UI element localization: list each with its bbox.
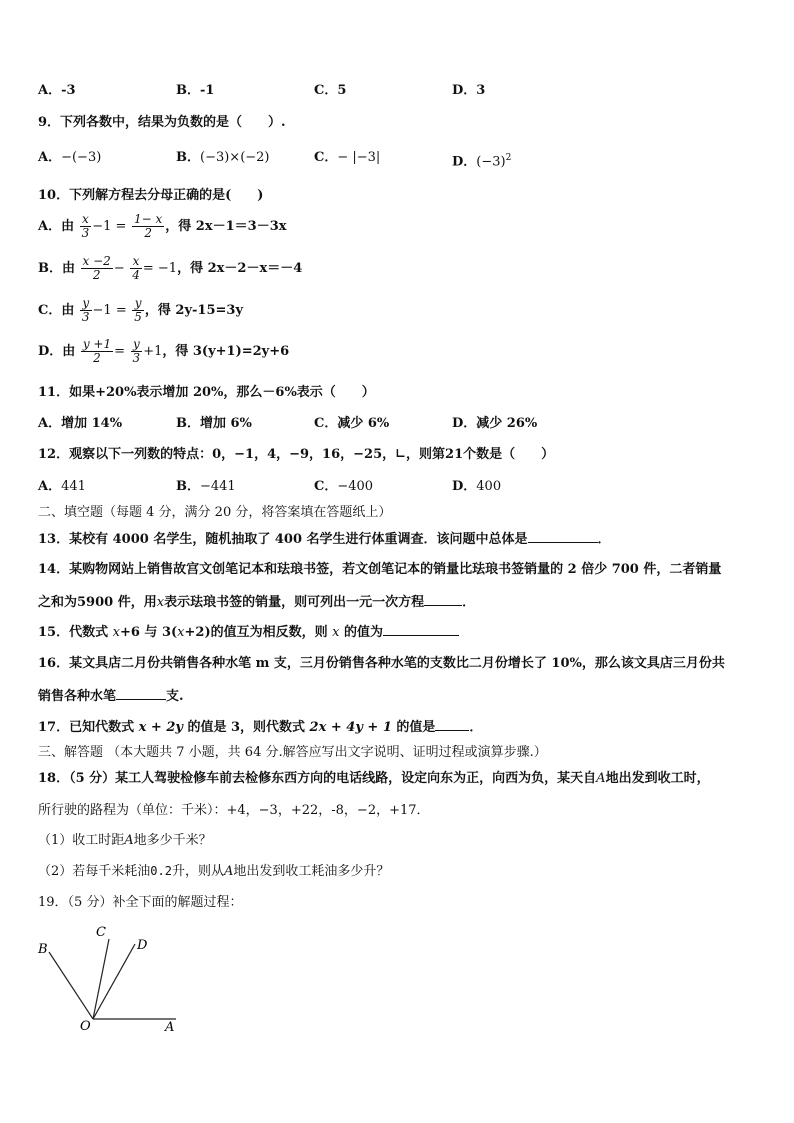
q14-answer-blank bbox=[424, 593, 462, 606]
q18-line1: 18．（5 分）某工人驾驶检修车前去检修东西方向的电话线路，设定向东为正，向西为负，某天自A地出发到收工时， bbox=[38, 771, 710, 786]
q9-option-c: C．− |−3| bbox=[314, 150, 381, 165]
q9-stem: 9．下列各数中，结果为负数的是（ ）. bbox=[38, 115, 286, 130]
q11-option-b: B．增加 6% bbox=[176, 416, 252, 431]
q18-line2: 所行驶的路程为（单位：千米）：+4，−3，+22，-8，−2，+17． bbox=[38, 803, 430, 818]
q10-stem: 10．下列解方程去分母正确的是( ) bbox=[38, 188, 264, 203]
q11-option-c: C．减少 6% bbox=[314, 416, 390, 431]
label-a: A bbox=[165, 1020, 175, 1035]
q8-option-c: C．5 bbox=[314, 83, 347, 98]
q16-answer-blank bbox=[116, 687, 166, 700]
q13-answer-blank bbox=[528, 530, 598, 543]
q12-option-a: A．441 bbox=[38, 479, 86, 494]
q8-option-b: B．-1 bbox=[176, 83, 215, 98]
q16-line2: 销售各种水笔 支. bbox=[38, 689, 184, 704]
q10-option-a: A．由 $\frac{x}{3}$ −1 = $\frac{1- x}{2}$ ，得 2x－1＝3－3x bbox=[38, 212, 287, 240]
q11-option-d: D．减少 26% bbox=[452, 416, 538, 431]
label-c: C bbox=[96, 925, 106, 940]
q9-option-d: D．$(-3)^2$ bbox=[452, 153, 512, 170]
q12-option-b: B．−441 bbox=[176, 479, 236, 494]
q19-stem: 19．（5 分）补全下面的解题过程： bbox=[38, 895, 243, 910]
q10-option-b: B．由 $\frac{x -2}{2}$ − $\frac{x}{4}$ = −1，得 2x－2－x＝－4 bbox=[38, 254, 303, 282]
q15: 15．代数式 x+6 与 3(x+2)的值互为相反数，则 x 的值为 bbox=[38, 623, 459, 642]
q14-line1: 14．某购物网站上销售故宫文创笔记本和珐琅书签，若文创笔记本的销量比珐琅书签销量的 2 倍少 700 件，二者销量 bbox=[38, 562, 722, 577]
ray-od bbox=[93, 944, 135, 1019]
q9-option-a: A．−(−3) bbox=[38, 150, 102, 165]
q12-stem: 12．观察以下一列数的特点：0，−1，4，−9，16，−25，∟，则第21个数是（ ） bbox=[38, 447, 555, 462]
section-2-heading: 二、填空题（每题 4 分，满分 20 分，将答案填在答题纸上） bbox=[38, 505, 392, 520]
q9-option-b: B．(−3)×(−2) bbox=[176, 150, 270, 165]
q10-option-d: D．由 $\frac{y +1}{2}$ = $\frac{y}{3}$ +1，得 3(y+1)=2y+6 bbox=[38, 337, 290, 365]
q12-option-c: C．−400 bbox=[314, 479, 374, 494]
q12-option-d: D．400 bbox=[452, 479, 502, 494]
q18-sub2: （2）若每千米耗油0.2升，则从A地出发到收工耗油多少升？ bbox=[38, 864, 390, 879]
q15-answer-blank bbox=[383, 623, 459, 636]
q11-stem: 11．如果+20%表示增加 20%，那么－6%表示（ ） bbox=[38, 385, 375, 400]
ray-oc bbox=[93, 939, 109, 1019]
q17: 17．已知代数式 x + 2y 的值是 3，则代数式 2x + 4y + 1 的值是 ． bbox=[38, 720, 483, 735]
label-b: B bbox=[38, 942, 48, 957]
q11-option-a: A．增加 14% bbox=[38, 416, 123, 431]
q8-option-d: D．3 bbox=[452, 83, 486, 98]
label-d: D bbox=[137, 938, 148, 953]
q18-sub1: （1）收工时距A地多少千米？ bbox=[38, 833, 212, 848]
label-o: O bbox=[80, 1019, 91, 1034]
section-3-heading: 三、解答题 （本大题共 7 小题，共 64 分.解答应写出文字说明、证明过程或演算步骤.） bbox=[38, 745, 547, 760]
q10-option-c: C．由 $\frac{y}{3}$ −1 = $\frac{y}{5}$ ，得 2y-15=3y bbox=[38, 296, 244, 324]
q17-answer-blank bbox=[435, 718, 469, 731]
ray-ob bbox=[49, 952, 93, 1019]
q13: 13．某校有 4000 名学生，随机抽取了 400 名学生进行体重调查．该问题中总体是 ． bbox=[38, 532, 611, 547]
q14-line2: 之和为5900 件，用x表示珐琅书签的销量，则可列出一元一次方程 ． bbox=[38, 595, 476, 610]
q16-line1: 16．某文具店二月份共销售各种水笔 m 支，三月份销售各种水笔的支数比二月份增长了 10%，那么该文具店三月份共 bbox=[38, 656, 725, 671]
q8-option-a: A．-3 bbox=[38, 83, 76, 98]
